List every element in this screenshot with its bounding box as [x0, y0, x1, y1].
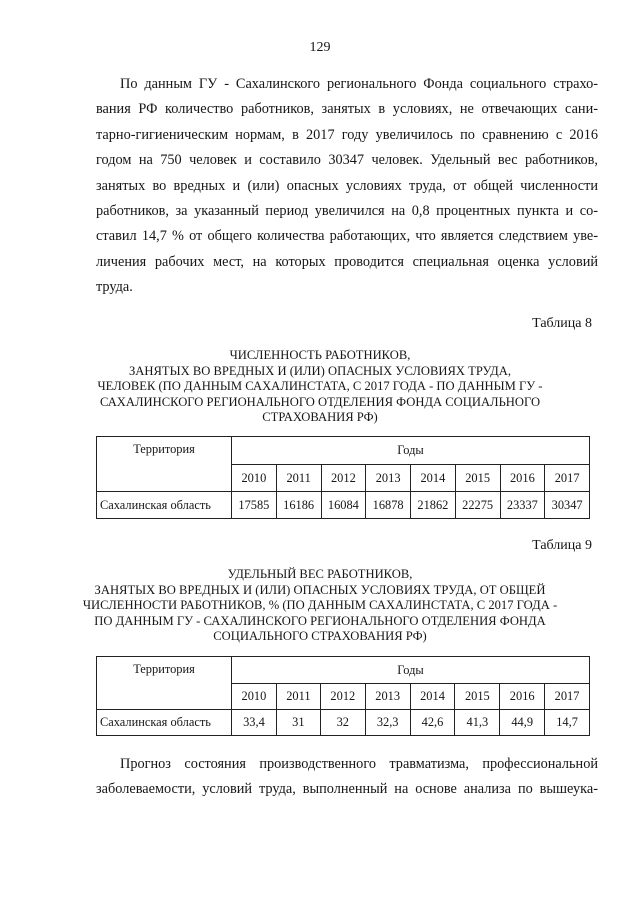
year-cell: 2016 [500, 684, 545, 710]
title-line: УДЕЛЬНЫЙ ВЕС РАБОТНИКОВ, [227, 567, 413, 581]
table-row [97, 492, 590, 519]
year-cell: 2014 [411, 465, 456, 492]
table-row [97, 710, 590, 736]
text-line: По данным ГУ - Сахалинского регионального Фонда социального страхо- [120, 76, 598, 92]
header-territory: Территория [97, 657, 232, 710]
value-cell: 42,6 [410, 710, 455, 736]
table-9-title [0, 567, 640, 645]
year-cell: 2013 [365, 684, 410, 710]
year-cell: 2014 [410, 684, 455, 710]
year-cell: 2015 [455, 465, 500, 492]
value-cell: 21862 [411, 492, 456, 519]
value-cell: 16878 [366, 492, 411, 519]
year-cell: 2011 [276, 465, 321, 492]
table-8-title [0, 348, 640, 426]
year-cell: 2012 [320, 684, 365, 710]
header-years: Годы [232, 657, 590, 684]
value-cell: 33,4 [232, 710, 277, 736]
value-cell: 32 [320, 710, 365, 736]
table-header-row [97, 657, 590, 684]
text-line: работников, за указанный период увеличился на 0,8 процентных пункта и со- [96, 203, 598, 220]
text-line: годом на 750 человек и составило 30347 человек. Удельный вес работников, [96, 152, 598, 169]
value-cell: 23337 [500, 492, 545, 519]
text-line: личения рабочих мест, на которых проводится специальная оценка условий [96, 253, 598, 270]
text-line: Прогноз состояния производственного травматизма, профессиональной [120, 756, 598, 772]
value-cell: 32,3 [365, 710, 410, 736]
page-number: 129 [309, 40, 331, 55]
value-cell: 17585 [232, 492, 277, 519]
value-cell: 16084 [321, 492, 366, 519]
text-line: вания РФ количество работников, занятых в условиях, не отвечающих сани- [96, 101, 598, 118]
title-line: ЗАНЯТЫХ ВО ВРЕДНЫХ И (ИЛИ) ОПАСНЫХ УСЛОВИЯХ ТРУДА, [129, 363, 511, 378]
row-label: Сахалинская область [97, 492, 232, 519]
paragraph-2 [96, 752, 598, 803]
year-cell: 2017 [545, 684, 590, 710]
table-header-row [97, 437, 590, 465]
title-line: ЧИСЛЕННОСТИ РАБОТНИКОВ, % (ПО ДАННЫМ САХАЛИНСТАТА, С 2017 ГОДА - [82, 598, 558, 613]
text-line: труда. [96, 279, 133, 296]
title-line: ЧИСЛЕННОСТЬ РАБОТНИКОВ, [229, 348, 411, 362]
text-line: тарно-гигиеническим нормам, в 2017 году увеличилось по сравнению с 2016 [96, 126, 598, 143]
table-9-caption: Таблица 9 [532, 538, 592, 553]
year-cell: 2017 [545, 465, 590, 492]
value-cell: 30347 [545, 492, 590, 519]
table-8 [96, 436, 590, 519]
text-line: ставил 14,7 % от общего количества работающих, что является следствием уве- [96, 228, 598, 245]
value-cell: 44,9 [500, 710, 545, 736]
table-9 [96, 656, 590, 736]
title-line: ЧЕЛОВЕК (ПО ДАННЫМ САХАЛИНСТАТА, С 2017 ГОДА - ПО ДАННЫМ ГУ - [97, 379, 543, 394]
title-line: СТРАХОВАНИЯ РФ) [262, 410, 378, 425]
value-cell: 41,3 [455, 710, 500, 736]
header-years: Годы [232, 437, 590, 465]
year-cell: 2015 [455, 684, 500, 710]
title-line: САХАЛИНСКОГО РЕГИОНАЛЬНОГО ОТДЕЛЕНИЯ ФОНДА СОЦИАЛЬНОГО [99, 394, 541, 409]
year-cell: 2011 [276, 684, 320, 710]
value-cell: 14,7 [545, 710, 590, 736]
year-cell: 2016 [500, 465, 545, 492]
header-territory: Территория [97, 437, 232, 492]
value-cell: 16186 [276, 492, 321, 519]
year-cell: 2013 [366, 465, 411, 492]
table-8-caption: Таблица 8 [532, 316, 592, 331]
title-line: ПО ДАННЫМ ГУ - САХАЛИНСКОГО РЕГИОНАЛЬНОГО ОТДЕЛЕНИЯ ФОНДА [94, 613, 546, 628]
year-cell: 2010 [232, 684, 277, 710]
text-line: занятых во вредных и (или) опасных условиях труда, от общей численности [96, 177, 598, 194]
text-line: заболеваемости, условий труда, выполненный на основе анализа по вышеука- [96, 781, 598, 798]
value-cell: 31 [276, 710, 320, 736]
title-line: ЗАНЯТЫХ ВО ВРЕДНЫХ И (ИЛИ) ОПАСНЫХ УСЛОВИЯХ ТРУДА, ОТ ОБЩЕЙ [94, 582, 546, 597]
year-cell: 2010 [232, 465, 277, 492]
row-label: Сахалинская область [97, 710, 232, 736]
year-cell: 2012 [321, 465, 366, 492]
paragraph-1 [96, 72, 598, 301]
title-line: СОЦИАЛЬНОГО СТРАХОВАНИЯ РФ) [213, 629, 427, 644]
value-cell: 22275 [455, 492, 500, 519]
